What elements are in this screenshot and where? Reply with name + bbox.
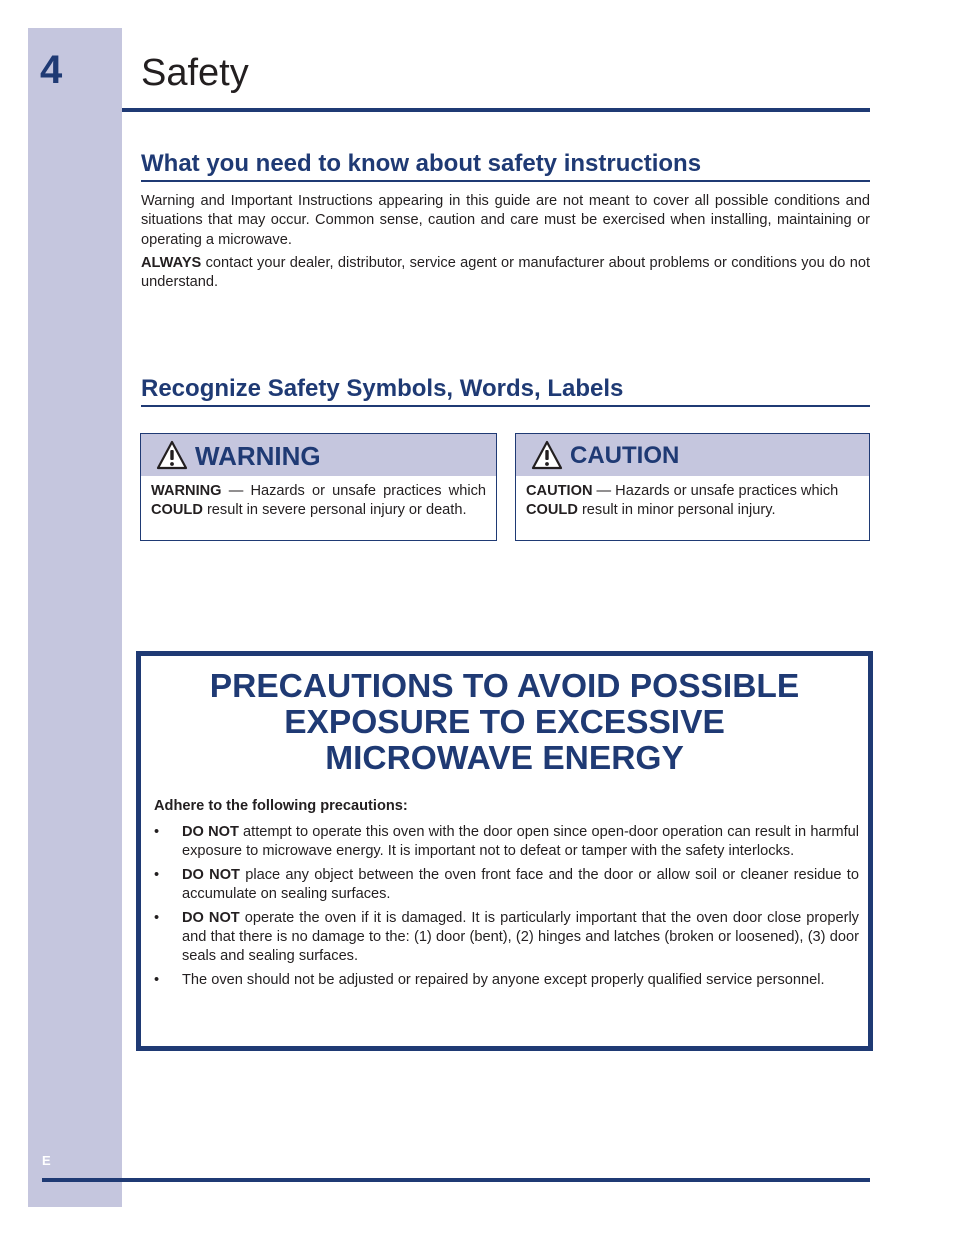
list-item-text: attempt to operate this oven with the door open since open-door operation can result in harmful exposure to microwave energy. It is important not to defeat or tamper with the safety interlocks. xyxy=(182,824,859,859)
bullet: • xyxy=(154,867,160,883)
do-not-keyword: DO NOT xyxy=(182,824,239,840)
page-number: 4 xyxy=(40,48,63,92)
page-title: Safety xyxy=(141,52,249,94)
caution-text-part2: result in minor personal injury. xyxy=(577,501,776,518)
precautions-title-line: MICROWAVE ENERGY xyxy=(325,740,684,777)
list-item xyxy=(154,971,859,990)
list-item-text: operate the oven if it is damaged. It is particularly important that the oven door close properly and that there is no damage to the: (1) door (bent), (2) hinges and latches (broken or loosened), (3) door seals and sealing surfaces. xyxy=(182,910,859,964)
warning-triangle-icon xyxy=(531,440,563,470)
warning-triangle-icon xyxy=(156,440,188,470)
precautions-title-line: EXPOSURE TO EXCESSIVE xyxy=(284,704,725,741)
warning-lead: WARNING xyxy=(151,483,222,499)
caution-description xyxy=(516,476,869,519)
do-not-keyword: DO NOT xyxy=(182,910,240,926)
warning-label: WARNING xyxy=(195,441,321,471)
caution-could: COULD xyxy=(526,501,578,518)
always-paragraph xyxy=(141,254,870,293)
warning-could: COULD xyxy=(151,501,203,518)
warning-box xyxy=(140,433,497,541)
intro-paragraph: Warning and Important Instructions appearing in this guide are not meant to cover all possible conditions and situations that may occur. Common sense, caution and care must be exercised when installing, maintaining or operating a microwave. xyxy=(141,193,870,248)
caution-box-header xyxy=(516,434,869,476)
list-item xyxy=(154,823,859,861)
precautions-intro: Adhere to the following precautions: xyxy=(154,798,408,814)
list-item-text: The oven should not be adjusted or repaired by anyone except properly qualified service personnel. xyxy=(182,972,825,988)
list-item xyxy=(154,866,859,904)
precautions-box xyxy=(136,651,873,1051)
caution-lead: CAUTION xyxy=(526,483,593,499)
caution-label: CAUTION xyxy=(570,442,680,469)
header-divider xyxy=(122,108,870,112)
precautions-title-line: PRECAUTIONS TO AVOID POSSIBLE xyxy=(209,668,800,705)
always-paragraph-text: contact your dealer, distributor, service agent or manufacturer about problems or conditions you do not understand. xyxy=(141,255,870,291)
section-heading-safety-symbols: Recognize Safety Symbols, Words, Labels xyxy=(141,375,870,407)
do-not-keyword: DO NOT xyxy=(182,867,240,883)
footer-divider xyxy=(42,1178,870,1182)
warning-text-part2: result in severe personal injury or death. xyxy=(202,501,467,518)
warning-text-part1: — Hazards or unsafe practices which xyxy=(221,483,486,499)
caution-box xyxy=(515,433,870,541)
bullet: • xyxy=(154,824,160,840)
sidebar-band xyxy=(28,28,122,1207)
section-heading-safety-instructions: What you need to know about safety instructions xyxy=(141,150,870,182)
warning-box-header xyxy=(141,434,496,476)
always-keyword: ALWAYS xyxy=(141,255,202,271)
precautions-list xyxy=(154,823,859,995)
bullet: • xyxy=(154,910,160,926)
list-item-text: place any object between the oven front face and the door or allow soil or cleaner residue to accumulate on sealing surfaces. xyxy=(182,867,859,902)
warning-description xyxy=(141,476,496,519)
caution-text-part1: — Hazards or unsafe practices which xyxy=(592,483,839,499)
precautions-title xyxy=(141,669,868,777)
bullet: • xyxy=(154,972,160,988)
language-indicator: E xyxy=(42,1153,51,1168)
list-item xyxy=(154,909,859,966)
